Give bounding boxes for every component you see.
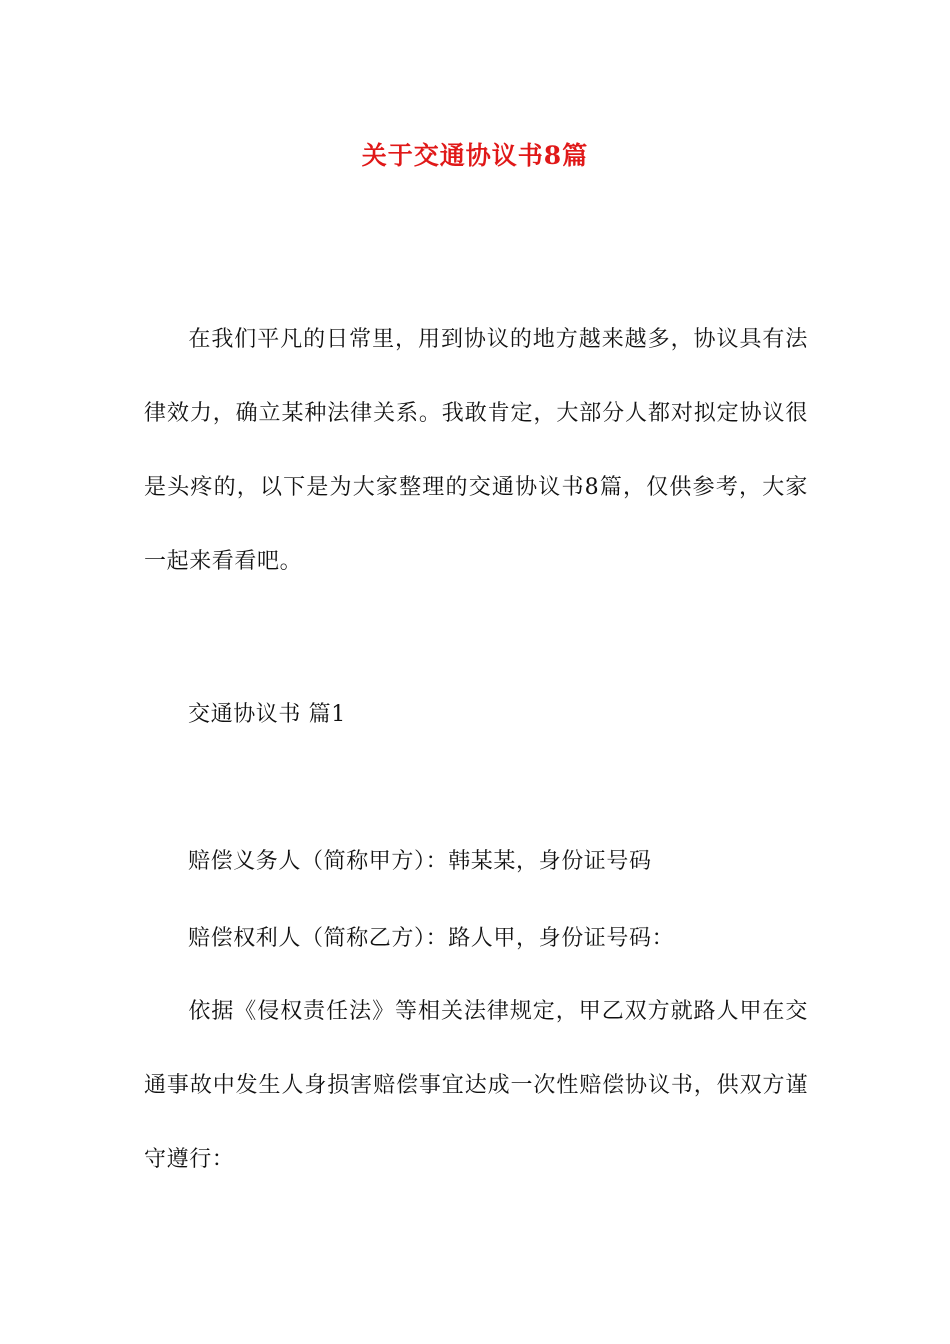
section-heading-text: 交通协议书 篇1 (188, 702, 346, 727)
party-b-line (144, 924, 808, 954)
document-title: 关于交通协议书8篇 (361, 141, 589, 170)
basis-paragraph (144, 975, 808, 1197)
party-a-line (144, 847, 808, 877)
basis-text: 依据《侵权责任法》等相关法律规定，甲乙双方就路人甲在交通事故中发生人身损害赔偿事宜达成一次性赔偿协议书，供双方谨守遵行： (144, 999, 808, 1172)
party-a-text: 赔偿义务人（简称甲方）：韩某某，身份证号码 (188, 849, 652, 874)
intro-text: 在我们平凡的日常里，用到协议的地方越来越多，协议具有法律效力，确立某种法律关系。我敢肯定，大部分人都对拟定协议很是头疼的，以下是为大家整理的交通协议书8篇，仅供参考，大家一起来看看吧。 (144, 327, 808, 574)
section-heading (144, 700, 808, 730)
party-b-text: 赔偿权利人（简称乙方）：路人甲，身份证号码： (188, 926, 675, 951)
intro-paragraph (144, 303, 808, 599)
